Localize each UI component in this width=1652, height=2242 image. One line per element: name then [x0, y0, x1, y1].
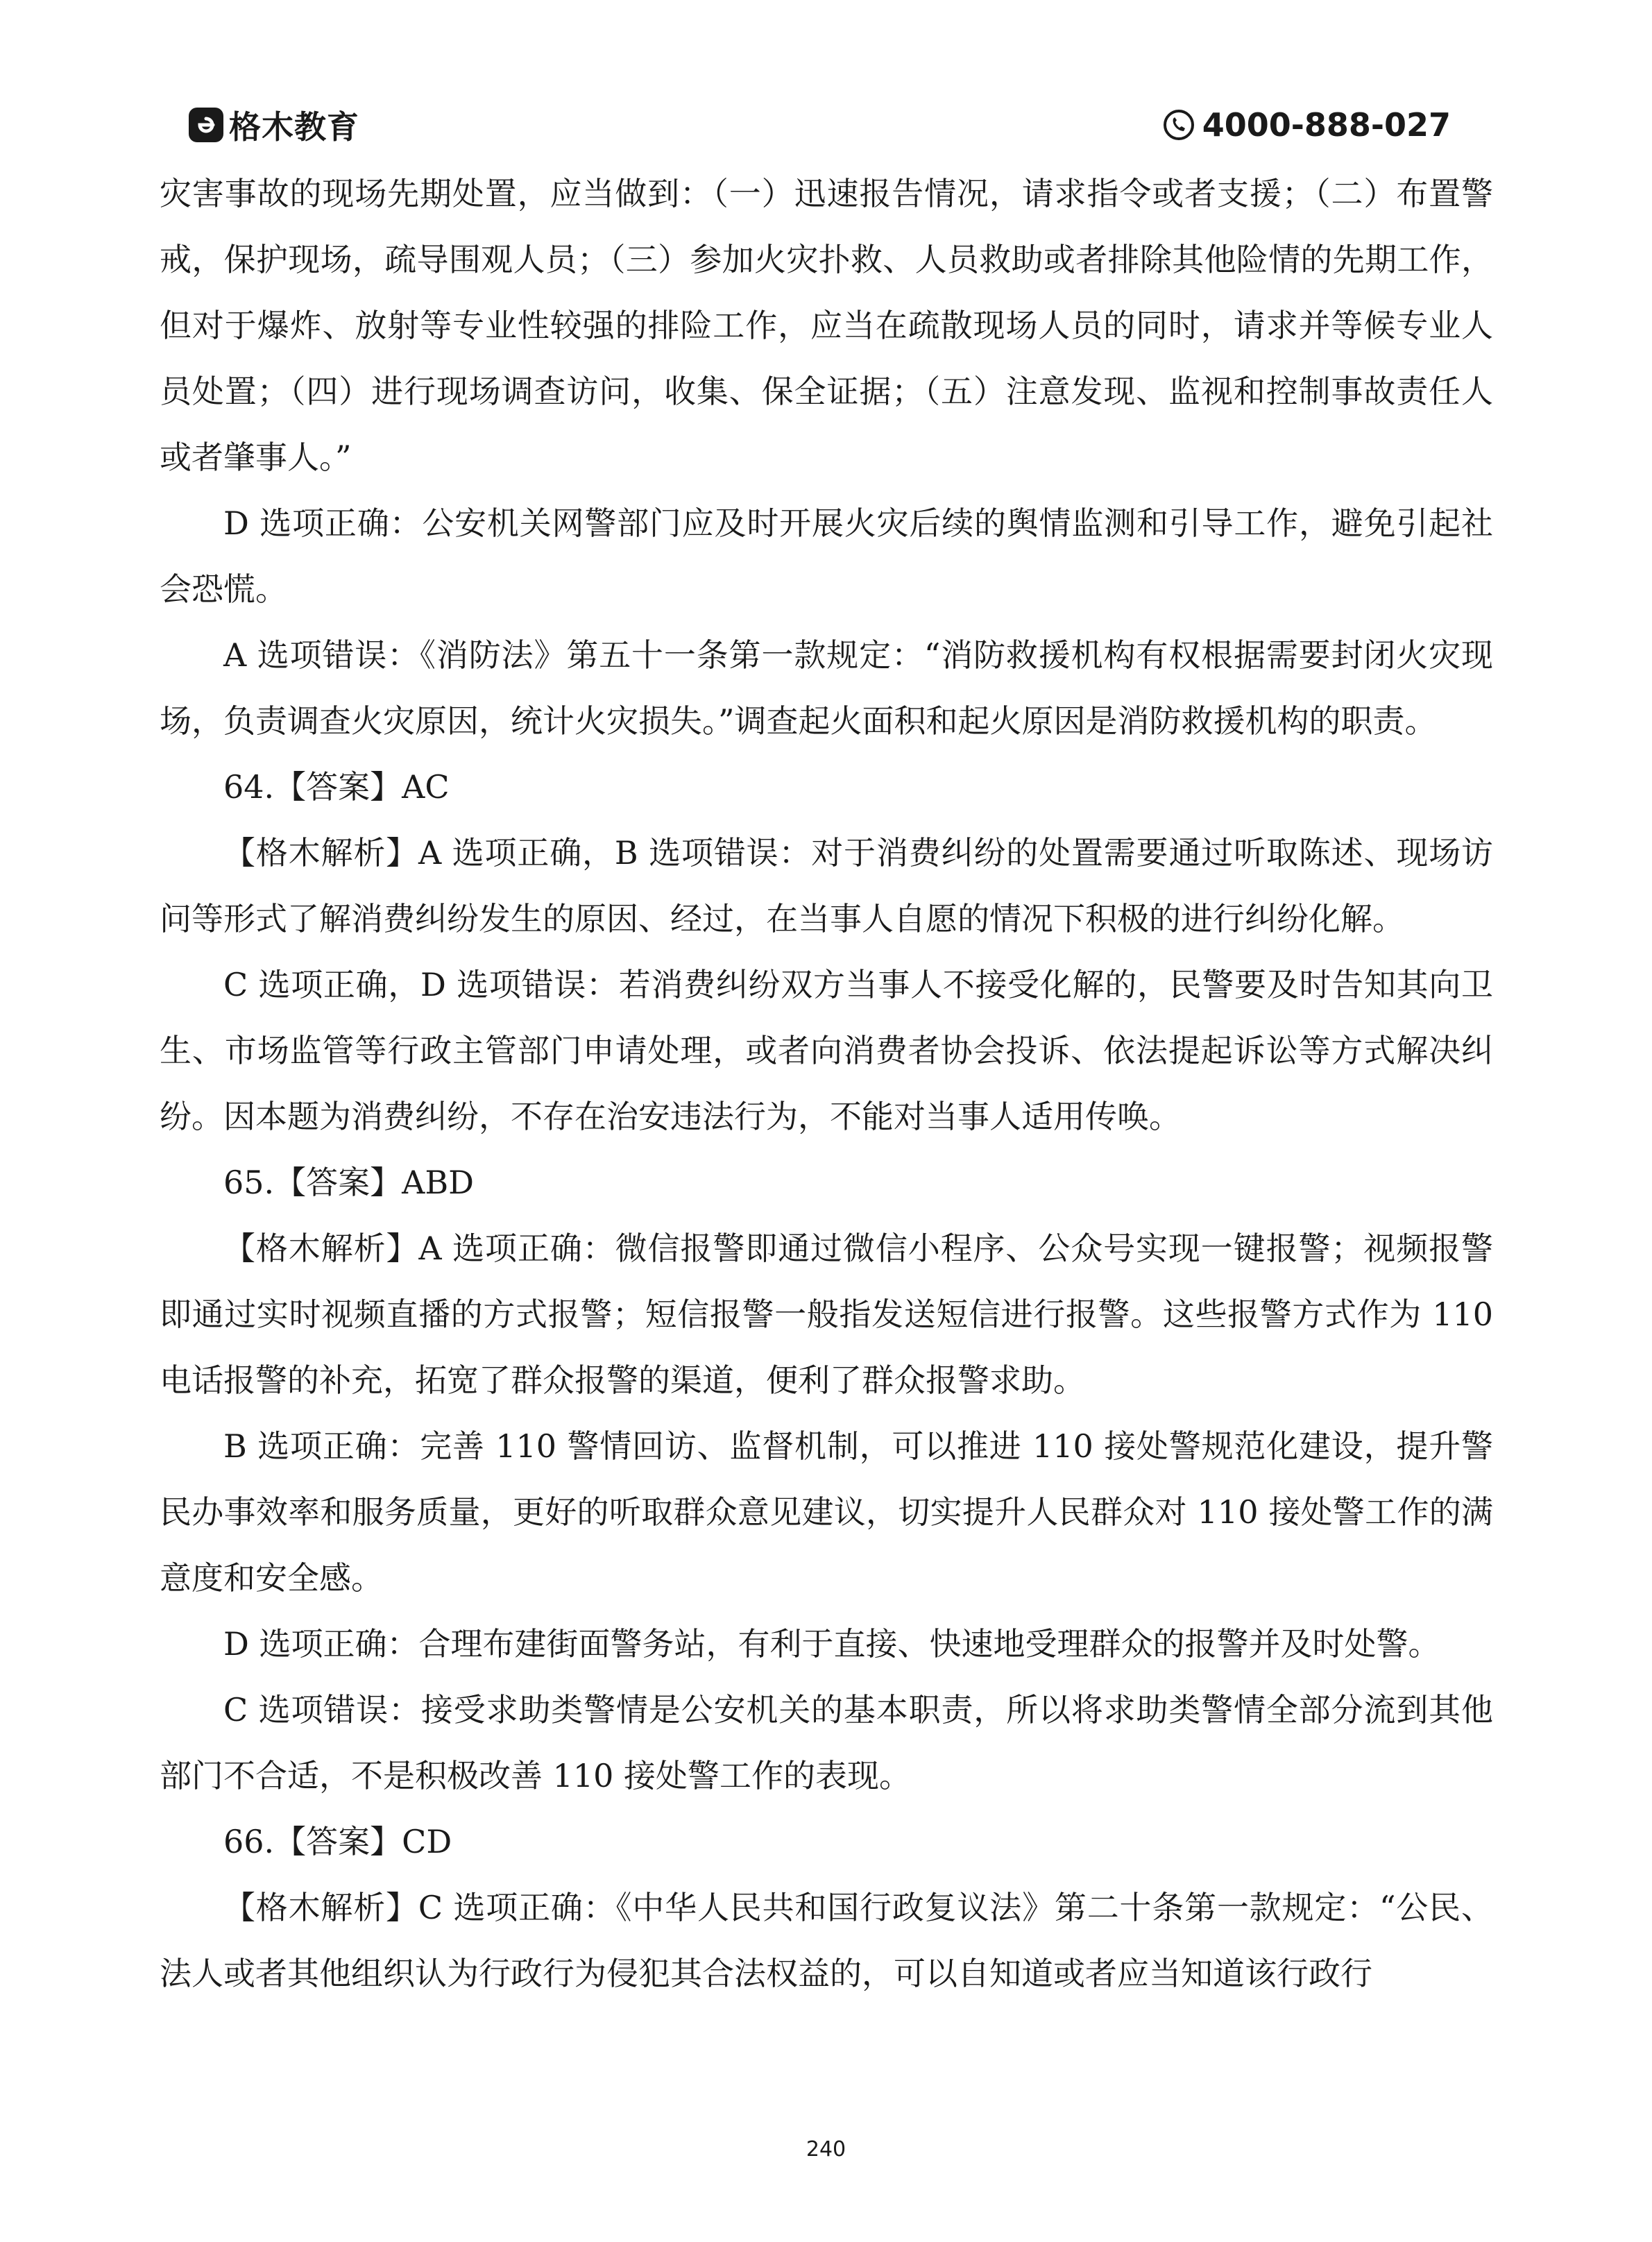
logo-text: 格木教育: [229, 108, 359, 146]
answer-64: 64.【答案】AC: [223, 768, 450, 806]
answer-66: 66.【答案】CD: [223, 1823, 452, 1860]
analysis-65-d: D 选项正确：合理布建街面警务站，有利于直接、快速地受理群众的报警并及时处警。: [223, 1625, 1440, 1663]
hotline: [1162, 104, 1451, 146]
paragraph-option-d: D 选项正确：公安机关网警部门应及时开展火灾后续的舆情监测和引导工作，避免引起社会恐慌。: [160, 504, 1493, 608]
analysis-64-cd: C 选项正确，D 选项错误：若消费纠纷双方当事人不接受化解的，民警要及时告知其向卫生、市场监管等行政主管部门申请处理，或者向消费者协会投诉、依法提起诉讼等方式解决纠纷。因本题为消费纠纷，不存在治安违法行为，不能对当事人适用传唤。: [160, 966, 1493, 1135]
page-header: [0, 0, 1652, 153]
page-body: [160, 161, 1493, 2007]
brand-logo: [189, 104, 359, 146]
answer-65: 65.【答案】ABD: [223, 1164, 475, 1201]
paragraph-option-a: A 选项错误：《消防法》第五十一条第一款规定：“消防救援机构有权根据需要封闭火灾现场，负责调查火灾原因，统计火灾损失。”调查起火面积和起火原因是消防救援机构的职责。: [160, 636, 1493, 740]
analysis-65-c: C 选项错误：接受求助类警情是公安机关的基本职责，所以将求助类警情全部分流到其他部门不合适，不是积极改善 110 接处警工作的表现。: [160, 1691, 1493, 1794]
phone-icon: [1162, 108, 1195, 142]
paragraph-continuation: 灾害事故的现场先期处置，应当做到：（一）迅速报告情况，请求指令或者支援；（二）布置警戒，保护现场，疏导围观人员；（三）参加火灾扑救、人员救助或者排除其他险情的先期工作，但对于爆炸、放射等专业性较强的排险工作，应当在疏散现场人员的同时，请求并等候专业人员处置；（四）进行现场调查访问，收集、保全证据；（五）注意发现、监视和控制事故责任人或者肇事人。”: [160, 175, 1493, 476]
page-number: 240: [806, 2137, 846, 2162]
analysis-65-b: B 选项正确：完善 110 警情回访、监督机制，可以推进 110 接处警规范化建设，提升警民办事效率和服务质量，更好的听取群众意见建议，切实提升人民群众对 110 接处警工作的满意度和安全感。: [160, 1427, 1493, 1597]
phone-number: 4000-888-027: [1202, 106, 1451, 144]
analysis-65-a: 【格木解析】A 选项正确：微信报警即通过微信小程序、公众号实现一键报警；视频报警即通过实时视频直播的方式报警；短信报警一般指发送短信进行报警。这些报警方式作为 110 电话报警的补充，拓宽了群众报警的渠道，便利了群众报警求助。: [160, 1230, 1493, 1399]
logo-e-icon: [189, 108, 223, 142]
analysis-64-ab: 【格木解析】A 选项正确，B 选项错误：对于消费纠纷的处置需要通过听取陈述、现场访问等形式了解消费纠纷发生的原因、经过，在当事人自愿的情况下积极的进行纠纷化解。: [160, 834, 1493, 937]
analysis-66-c: 【格木解析】C 选项正确：《中华人民共和国行政复议法》第二十条第一款规定：“公民、法人或者其他组织认为行政行为侵犯其合法权益的，可以自知道或者应当知道该行政行: [160, 1889, 1493, 1992]
